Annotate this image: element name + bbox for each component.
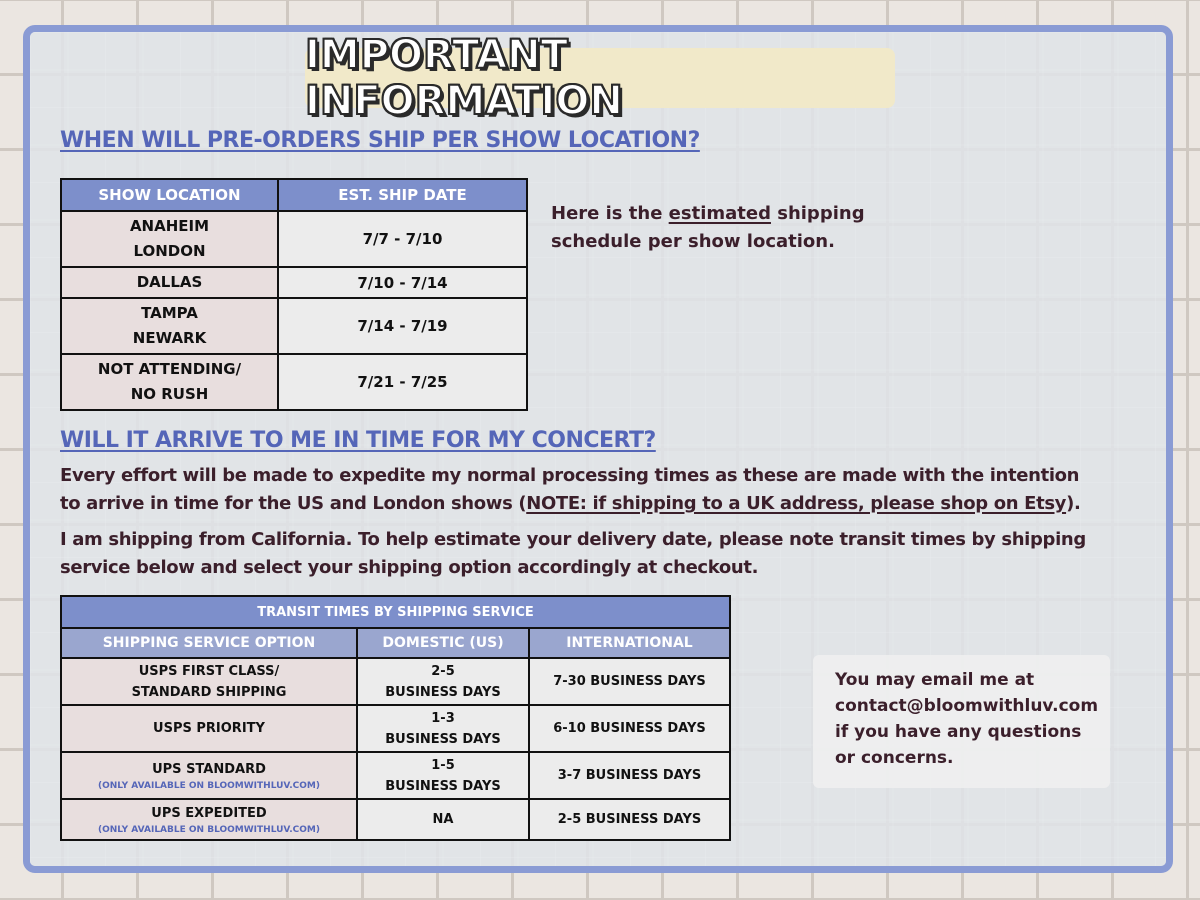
contact-box — [813, 655, 1110, 788]
service-cell: USPS FIRST CLASS/ STANDARD SHIPPING — [61, 658, 357, 705]
estimated-emphasis: estimated — [668, 203, 771, 224]
international-cell: 2-5 BUSINESS DAYS — [529, 799, 730, 840]
contact-email: contact@bloomwithluv.com — [835, 696, 1099, 716]
table-row — [61, 705, 730, 752]
domestic-cell: 1-5 BUSINESS DAYS — [357, 752, 529, 799]
ship-schedule-note: Here is the estimated shipping schedule per show location. — [551, 203, 865, 252]
ship-date-cell: 7/21 - 7/25 — [278, 354, 527, 410]
table-row — [61, 752, 730, 799]
domestic-cell: NA — [357, 799, 529, 840]
column-header: DOMESTIC (US) — [357, 628, 529, 658]
service-cell: USPS PRIORITY — [61, 705, 357, 752]
table-row — [61, 799, 730, 840]
column-header: SHIPPING SERVICE OPTION — [61, 628, 357, 658]
show-location-cell: NOT ATTENDING/ NO RUSH — [61, 354, 278, 410]
table-row — [61, 354, 527, 410]
table-header-row — [61, 179, 527, 211]
uk-etsy-note: NOTE: if shipping to a UK address, please shop on Etsy — [526, 493, 1067, 514]
expedite-paragraph: Every effort will be made to expedite my normal processing times as these are made with the intention to arrive in time for the US and London shows (NOTE: if shipping to a UK address, please shop on Etsy). — [60, 465, 1081, 514]
section-heading-ship-dates: WHEN WILL PRE-ORDERS SHIP PER SHOW LOCATION? — [60, 128, 700, 153]
domestic-cell: 2-5 BUSINESS DAYS — [357, 658, 529, 705]
table-row — [61, 298, 527, 354]
table-header-row — [61, 628, 730, 658]
table-row — [61, 658, 730, 705]
show-location-cell: TAMPA NEWARK — [61, 298, 278, 354]
table-row — [61, 211, 527, 267]
domestic-cell: 1-3 BUSINESS DAYS — [357, 705, 529, 752]
ship-date-table — [60, 178, 528, 411]
california-paragraph: I am shipping from California. To help estimate your delivery date, please note transit times by shipping service below and select your shipping option accordingly at checkout. — [60, 529, 1086, 578]
transit-times-table — [60, 595, 731, 841]
show-location-cell: DALLAS — [61, 267, 278, 298]
contact-text: You may email me at contact@bloomwithluv.com if you have any questions or concerns. — [835, 670, 1099, 768]
show-location-cell: ANAHEIM LONDON — [61, 211, 278, 267]
ship-date-cell: 7/7 - 7/10 — [278, 211, 527, 267]
column-header: SHOW LOCATION — [61, 179, 278, 211]
column-header: EST. SHIP DATE — [278, 179, 527, 211]
availability-note: (ONLY AVAILABLE ON BLOOMWITHLUV.COM) — [98, 781, 320, 791]
table-title-row — [61, 596, 730, 628]
title-banner — [305, 32, 895, 124]
ship-date-cell: 7/10 - 7/14 — [278, 267, 527, 298]
international-cell: 6-10 BUSINESS DAYS — [529, 705, 730, 752]
international-cell: 7-30 BUSINESS DAYS — [529, 658, 730, 705]
international-cell: 3-7 BUSINESS DAYS — [529, 752, 730, 799]
column-header: INTERNATIONAL — [529, 628, 730, 658]
transit-table-title: TRANSIT TIMES BY SHIPPING SERVICE — [61, 596, 730, 628]
page-title: IMPORTANT INFORMATION — [305, 32, 623, 124]
service-cell: UPS STANDARD (ONLY AVAILABLE ON BLOOMWITHLUV.COM) — [61, 752, 357, 799]
section-heading-arrival: WILL IT ARRIVE TO ME IN TIME FOR MY CONCERT? — [60, 428, 656, 453]
availability-note: (ONLY AVAILABLE ON BLOOMWITHLUV.COM) — [98, 825, 320, 835]
service-cell: UPS EXPEDITED (ONLY AVAILABLE ON BLOOMWITHLUV.COM) — [61, 799, 357, 840]
ship-date-cell: 7/14 - 7/19 — [278, 298, 527, 354]
table-row — [61, 267, 527, 298]
